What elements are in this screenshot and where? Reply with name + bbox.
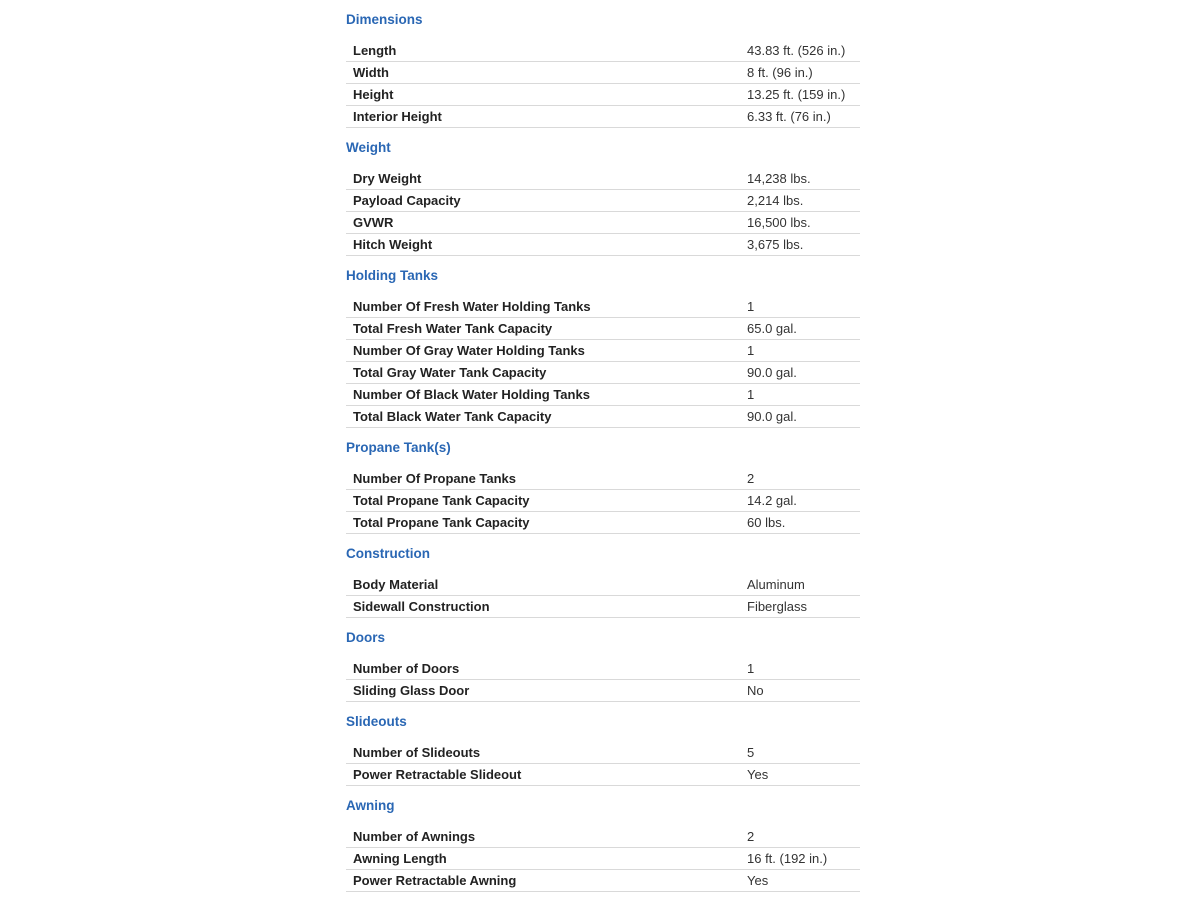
spec-label: Number Of Black Water Holding Tanks bbox=[353, 387, 590, 402]
spec-label: Number Of Propane Tanks bbox=[353, 471, 517, 486]
spec-label: Number of Doors bbox=[353, 661, 460, 676]
spec-value: Fiberglass bbox=[747, 599, 807, 614]
section-title: Propane Tank(s) bbox=[346, 440, 451, 455]
spec-row bbox=[346, 212, 860, 234]
spec-row bbox=[346, 764, 860, 786]
spec-label: Total Gray Water Tank Capacity bbox=[353, 365, 547, 380]
spec-section-slideouts bbox=[346, 712, 860, 786]
spec-row bbox=[346, 296, 860, 318]
spec-label: Total Fresh Water Tank Capacity bbox=[353, 321, 553, 336]
spec-label: Number Of Gray Water Holding Tanks bbox=[353, 343, 585, 358]
spec-value: 60 lbs. bbox=[747, 515, 786, 530]
spec-value: 14.2 gal. bbox=[747, 493, 797, 508]
spec-row bbox=[346, 512, 860, 534]
spec-label: Total Propane Tank Capacity bbox=[353, 493, 530, 508]
spec-value: 14,238 lbs. bbox=[747, 171, 811, 186]
spec-row bbox=[346, 848, 860, 870]
spec-value: 1 bbox=[747, 661, 755, 676]
section-title: Doors bbox=[346, 630, 386, 645]
spec-label: Sliding Glass Door bbox=[353, 683, 470, 698]
spec-row bbox=[346, 574, 860, 596]
spec-label: Number of Slideouts bbox=[353, 745, 481, 760]
spec-value: 3,675 lbs. bbox=[747, 237, 804, 252]
spec-row bbox=[346, 468, 860, 490]
spec-label: Payload Capacity bbox=[353, 193, 461, 208]
spec-value: 1 bbox=[747, 387, 755, 402]
spec-value: 90.0 gal. bbox=[747, 365, 797, 380]
spec-label: Body Material bbox=[353, 577, 439, 592]
spec-label: Total Black Water Tank Capacity bbox=[353, 409, 552, 424]
spec-label: GVWR bbox=[353, 215, 394, 230]
spec-value: 1 bbox=[747, 343, 755, 358]
spec-section-propane-tank-s bbox=[346, 438, 860, 534]
section-title: Awning bbox=[346, 798, 395, 813]
spec-row bbox=[346, 490, 860, 512]
spec-section-doors bbox=[346, 628, 860, 702]
spec-row bbox=[346, 384, 860, 406]
spec-row bbox=[346, 680, 860, 702]
spec-label: Awning Length bbox=[353, 851, 447, 866]
spec-value: 5 bbox=[747, 745, 755, 760]
spec-value: 13.25 ft. (159 in.) bbox=[747, 87, 846, 102]
spec-value: 43.83 ft. (526 in.) bbox=[747, 43, 846, 58]
spec-value: 2 bbox=[747, 829, 755, 844]
spec-label: Dry Weight bbox=[353, 171, 422, 186]
spec-label: Height bbox=[353, 87, 394, 102]
spec-row bbox=[346, 826, 860, 848]
section-title: Slideouts bbox=[346, 714, 407, 729]
section-title: Holding Tanks bbox=[346, 268, 439, 283]
spec-value: 2,214 lbs. bbox=[747, 193, 804, 208]
spec-value: Yes bbox=[747, 873, 769, 888]
spec-row bbox=[346, 106, 860, 128]
spec-row bbox=[346, 62, 860, 84]
spec-section-construction bbox=[346, 544, 860, 618]
section-title: Dimensions bbox=[346, 12, 423, 27]
spec-label: Number of Awnings bbox=[353, 829, 476, 844]
spec-value: 8 ft. (96 in.) bbox=[747, 65, 813, 80]
spec-label: Total Propane Tank Capacity bbox=[353, 515, 530, 530]
spec-section-dimensions bbox=[346, 10, 860, 128]
spec-label: Power Retractable Slideout bbox=[353, 767, 522, 782]
spec-row bbox=[346, 40, 860, 62]
spec-row bbox=[346, 340, 860, 362]
spec-section-awning bbox=[346, 796, 860, 892]
spec-section-holding-tanks bbox=[346, 266, 860, 428]
spec-value: 2 bbox=[747, 471, 755, 486]
spec-row bbox=[346, 84, 860, 106]
spec-value: No bbox=[747, 683, 764, 698]
spec-row bbox=[346, 658, 860, 680]
spec-label: Length bbox=[353, 43, 397, 58]
spec-value: 1 bbox=[747, 299, 755, 314]
section-title: Construction bbox=[346, 546, 430, 561]
spec-value: 90.0 gal. bbox=[747, 409, 797, 424]
spec-sheet bbox=[346, 0, 860, 892]
spec-row bbox=[346, 190, 860, 212]
spec-row bbox=[346, 318, 860, 340]
spec-row bbox=[346, 234, 860, 256]
spec-value: 16 ft. (192 in.) bbox=[747, 851, 828, 866]
spec-value: Yes bbox=[747, 767, 769, 782]
spec-label: Hitch Weight bbox=[353, 237, 433, 252]
spec-label: Interior Height bbox=[353, 109, 442, 124]
spec-value: 16,500 lbs. bbox=[747, 215, 811, 230]
spec-label: Number Of Fresh Water Holding Tanks bbox=[353, 299, 591, 314]
spec-row bbox=[346, 870, 860, 892]
spec-value: 6.33 ft. (76 in.) bbox=[747, 109, 831, 124]
spec-row bbox=[346, 596, 860, 618]
spec-label: Width bbox=[353, 65, 389, 80]
spec-section-weight bbox=[346, 138, 860, 256]
spec-row bbox=[346, 362, 860, 384]
spec-row bbox=[346, 406, 860, 428]
spec-label: Sidewall Construction bbox=[353, 599, 490, 614]
section-title: Weight bbox=[346, 140, 391, 155]
spec-label: Power Retractable Awning bbox=[353, 873, 517, 888]
spec-value: 65.0 gal. bbox=[747, 321, 797, 336]
spec-row bbox=[346, 742, 860, 764]
spec-value: Aluminum bbox=[747, 577, 805, 592]
spec-row bbox=[346, 168, 860, 190]
